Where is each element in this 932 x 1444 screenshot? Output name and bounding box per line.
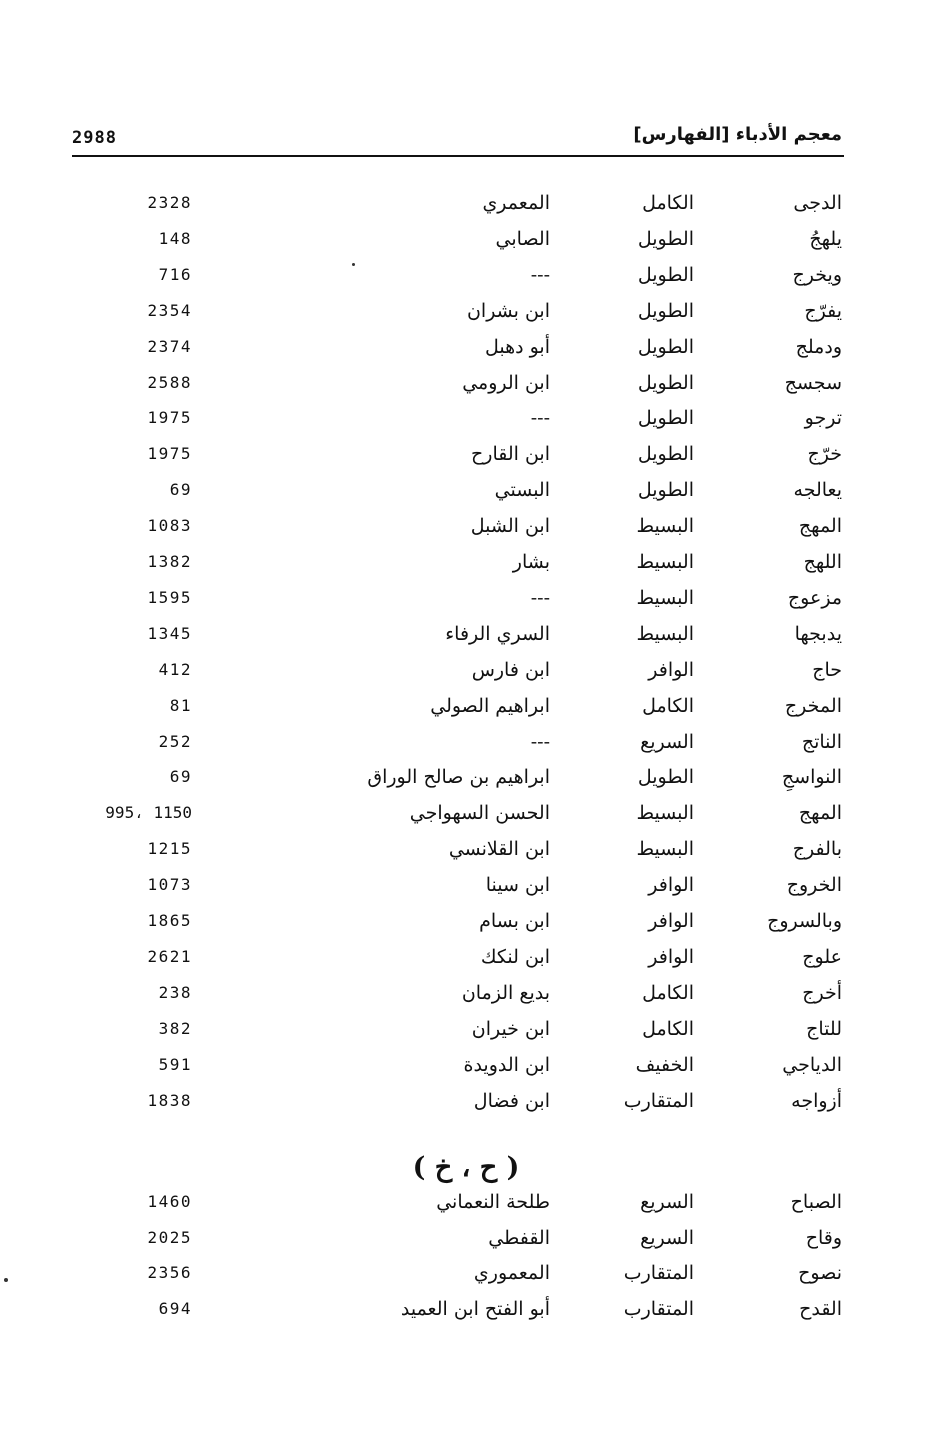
meter-name: الطويل [637, 263, 694, 286]
page-refs: 1975 [147, 444, 192, 464]
table-row [0, 942, 932, 972]
table-row [0, 1258, 932, 1288]
poet-name: بشار [512, 551, 550, 573]
rhyme-word: أخرج [802, 981, 842, 1004]
meter-name: السريع [640, 1191, 694, 1213]
page-refs: 2025 [147, 1227, 192, 1247]
rhyme-word: القدح [799, 1297, 842, 1320]
rhyme-word: نصوح [798, 1262, 842, 1284]
rhyme-word: اللهج [803, 551, 842, 573]
table-row [0, 547, 932, 577]
page-refs: 252 [158, 731, 192, 751]
table-row [0, 978, 932, 1008]
page-refs: 694 [158, 1298, 192, 1318]
table-row [0, 439, 932, 469]
meter-name: الوافر [648, 945, 694, 968]
rhyme-word: سجسج [784, 371, 842, 394]
page-refs: 1838 [147, 1090, 192, 1110]
meter-name: الكامل [642, 192, 694, 214]
rhyme-word: للتاج [806, 1017, 842, 1040]
page-refs: 1382 [147, 552, 192, 571]
poet-name: أبو الفتح ابن العميد [400, 1297, 550, 1320]
poet-name: --- [530, 407, 550, 430]
meter-name: الطويل [637, 227, 694, 250]
page-refs: 238 [158, 982, 192, 1002]
meter-name: الخفيف [635, 1053, 694, 1076]
rhyme-word: ويخرج [792, 263, 842, 286]
meter-name: الوافر [648, 874, 694, 897]
page-refs: 2374 [147, 336, 192, 356]
rhyme-word: الخروج [786, 874, 842, 897]
poet-name: ابن الشبل [470, 515, 550, 538]
table-row [0, 727, 932, 757]
rhyme-word: ودملج [795, 335, 842, 358]
rhyme-word: مزعوج [787, 586, 842, 609]
poet-name: --- [530, 586, 550, 609]
table-row [0, 1294, 932, 1324]
poet-name: أبو دهبل [484, 335, 550, 358]
meter-name: الوافر [648, 910, 694, 932]
page-refs: 69 [169, 767, 192, 787]
table-row [0, 403, 932, 433]
page-refs: 2356 [147, 1263, 192, 1282]
table-row [0, 1223, 932, 1253]
rhyme-word: المهج [798, 802, 842, 825]
poet-name: القفطي [488, 1226, 550, 1249]
page-refs: 1460 [147, 1192, 192, 1211]
page-refs: 148 [158, 228, 192, 248]
poet-name: ابن خيران [471, 1017, 550, 1040]
table-row [0, 1086, 932, 1116]
meter-name: البسيط [636, 838, 694, 861]
rhyme-word: يفرّج [804, 299, 842, 322]
page-refs: 81 [169, 695, 192, 715]
rhyme-word: وقاح [805, 1226, 842, 1249]
table-row [0, 296, 932, 326]
poet-name: ابن فضال [473, 1089, 550, 1112]
table-row [0, 798, 932, 828]
meter-name: الطويل [637, 371, 694, 394]
poet-name: البستي [494, 479, 550, 502]
meter-name: البسيط [636, 586, 694, 609]
section-heading: ( ح ، خ ) [412, 1152, 520, 1183]
rhyme-word: حاج [812, 658, 842, 681]
table-row [0, 1050, 932, 1080]
page-refs: 412 [158, 659, 192, 679]
poet-name: ابن الدويدة [463, 1053, 550, 1076]
meter-name: السريع [640, 1226, 694, 1249]
running-title: معجم الأدباء [الفهارس] [633, 124, 842, 145]
meter-name: البسيط [636, 515, 694, 538]
table-row [0, 1187, 932, 1217]
rhyme-word: علوج [802, 945, 842, 968]
meter-name: الطويل [637, 443, 694, 466]
rhyme-word: يلهجُ [809, 227, 842, 250]
poet-name: --- [530, 263, 550, 286]
table-row [0, 906, 932, 936]
page-refs: 1073 [147, 875, 192, 895]
page-refs: 2328 [147, 193, 192, 212]
scan-speck [4, 1278, 8, 1282]
rhyme-word: يدبجها [794, 622, 842, 645]
rhyme-word: يعالجه [793, 479, 842, 502]
page-refs: 1345 [147, 623, 192, 643]
meter-name: البسيط [636, 802, 694, 825]
poet-name: --- [530, 730, 550, 753]
page-number: 2988 [72, 128, 117, 148]
scan-speck [352, 263, 355, 266]
rhyme-word: أزواجه [791, 1089, 842, 1112]
meter-name: البسيط [636, 622, 694, 645]
page-refs: 2354 [147, 300, 192, 320]
poet-name: ابراهيم الصولي [430, 694, 550, 717]
meter-name: الطويل [637, 479, 694, 502]
table-row [0, 188, 932, 218]
table-row [0, 475, 932, 505]
poet-name: ابن بشران [466, 299, 550, 322]
poet-name: ابن القلانسي [448, 838, 550, 861]
page-refs: 1215 [147, 839, 192, 859]
page-refs: 1975 [147, 408, 192, 428]
page-refs: 716 [158, 264, 192, 284]
meter-name: الطويل [637, 299, 694, 322]
meter-name: الطويل [637, 766, 694, 789]
meter-name: المتقارب [623, 1297, 694, 1320]
table-row [0, 511, 932, 541]
rhyme-word: المهج [798, 515, 842, 538]
rhyme-word: الصباح [790, 1191, 842, 1213]
meter-name: الكامل [642, 694, 694, 717]
meter-name: الوافر [648, 658, 694, 681]
meter-name: الطويل [637, 335, 694, 358]
poet-name: ابن بسام [479, 910, 550, 932]
meter-name: الكامل [642, 981, 694, 1004]
poet-name: ابن لنكك [480, 945, 550, 968]
meter-name: المتقارب [623, 1262, 694, 1284]
rhyme-word: الدياجي [782, 1053, 842, 1076]
rhyme-word: خرّج [807, 443, 842, 466]
rhyme-word: ترجو [804, 407, 842, 430]
table-row [0, 619, 932, 649]
rhyme-word: الناتج [801, 730, 842, 753]
table-row [0, 691, 932, 721]
rhyme-word: بالفرج [792, 838, 842, 861]
meter-name: الطويل [637, 407, 694, 430]
rhyme-word: وبالسروج [767, 910, 842, 932]
page-refs: 382 [158, 1018, 192, 1038]
poet-name: ابن سينا [485, 874, 550, 897]
page-refs: 995، 1150 [105, 803, 192, 823]
page-refs: 1865 [147, 911, 192, 930]
page-refs: 1083 [147, 516, 192, 536]
table-row [0, 260, 932, 290]
table-row [0, 368, 932, 398]
poet-name: بديع الزمان [461, 981, 550, 1004]
rhyme-word: المخرج [784, 694, 842, 717]
table-row [0, 1014, 932, 1044]
page-refs: 2588 [147, 372, 192, 392]
poet-name: السري الرفاء [445, 622, 550, 645]
meter-name: السريع [640, 730, 694, 753]
poet-name: الصابي [495, 227, 550, 250]
table-row [0, 224, 932, 254]
poet-name: ابراهيم بن صالح الوراق [367, 766, 550, 789]
table-row [0, 583, 932, 613]
page-refs: 1595 [147, 587, 192, 607]
page-refs: 2621 [147, 946, 192, 966]
table-row [0, 870, 932, 900]
poet-name: المعمري [482, 192, 550, 214]
table-row [0, 655, 932, 685]
poet-name: المعموري [473, 1262, 550, 1284]
meter-name: الكامل [642, 1017, 694, 1040]
meter-name: المتقارب [623, 1089, 694, 1112]
table-row [0, 834, 932, 864]
table-row [0, 762, 932, 792]
rhyme-word: الدجى [793, 192, 842, 214]
meter-name: البسيط [636, 551, 694, 573]
page-refs: 591 [158, 1054, 192, 1074]
rhyme-word: النواسجِ [781, 766, 842, 789]
poet-name: ابن فارس [471, 658, 550, 681]
table-row [0, 332, 932, 362]
page-refs: 69 [169, 480, 192, 500]
poet-name: ابن الرومي [462, 371, 550, 394]
header-rule [72, 155, 844, 157]
poet-name: الحسن السهواجي [409, 802, 550, 825]
page-header [72, 124, 842, 154]
poet-name: طلحة النعماني [436, 1191, 550, 1213]
poet-name: ابن القارح [471, 443, 550, 466]
